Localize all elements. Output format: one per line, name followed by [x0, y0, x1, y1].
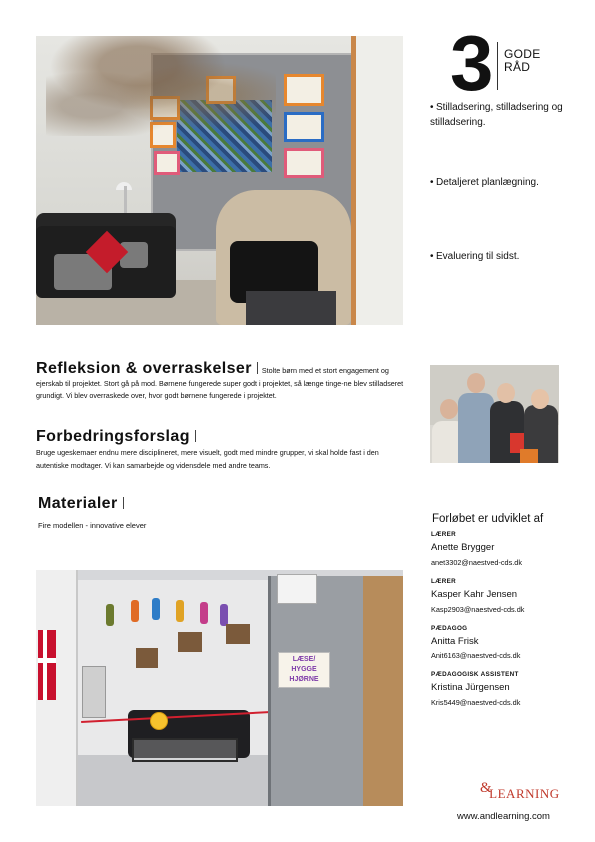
- credit-email[interactable]: anet3302@naestved-cds.dk: [431, 558, 522, 567]
- andlearning-logo: &LEARNING: [480, 780, 560, 801]
- reflection-body: Stolte børn med et stort engagement og ejerskab til projektet. Stort gå på mod. Børnene fungerede super godt i projektet, så længe tinge-ne blev stilladseret grundigt. Vi blev overraskede over, hvor godt børnene fungerede i projektet.: [36, 366, 404, 400]
- materials-heading-row: [38, 495, 128, 513]
- credit-name: Anitta Frisk: [431, 636, 479, 647]
- credit-email[interactable]: Kris5449@naestved-cds.dk: [431, 698, 521, 707]
- reading-nook-photo: [36, 36, 403, 325]
- hygge-corner-photo: [36, 570, 403, 806]
- improvements-heading-row: [36, 428, 200, 446]
- heart-eyes-emoji-icon: [150, 712, 168, 730]
- credit-role: PÆDAGOG: [431, 625, 468, 632]
- reflection-section: [36, 361, 416, 403]
- improvements-heading: Forbedringsforslag: [36, 428, 190, 445]
- website-link[interactable]: www.andlearning.com: [457, 811, 550, 822]
- tips-number: 3: [450, 19, 492, 107]
- credit-role: LÆRER: [431, 578, 456, 585]
- reflection-heading: Refleksion & overraskelser: [36, 360, 252, 377]
- materials-body: Fire modellen - innovative elever: [38, 521, 147, 530]
- coffee-table: [132, 738, 238, 762]
- credit-email[interactable]: Anit6163@naestved-cds.dk: [431, 651, 521, 660]
- credit-name: Kristina Jürgensen: [431, 682, 510, 693]
- tip-item: • Evaluering til sidst.: [430, 251, 520, 262]
- credit-role: LÆRER: [431, 531, 456, 538]
- improvements-body: Bruge ugeskemaer endnu mere disciplineret, mere visuelt, godt med mindre grupper, vi skal holde fast i den autentiske modtager. Vi kan samarbejde og vidensdele med andre teams.: [36, 448, 379, 470]
- gray-cabinet: [268, 576, 366, 806]
- hygge-sign: LÆSE/ HYGGE HJØRNE: [278, 652, 330, 688]
- danish-flag: [38, 630, 56, 700]
- team-photo: [430, 365, 559, 463]
- tips-title: GODE RÅD: [504, 47, 541, 74]
- materials-heading: Materialer: [38, 495, 118, 512]
- tips-divider: [497, 42, 498, 90]
- credits-title: Forløbet er udviklet af: [432, 513, 544, 525]
- credit-email[interactable]: Kasp2903@naestved-cds.dk: [431, 605, 525, 614]
- credit-name: Anette Brygger: [431, 542, 495, 553]
- tip-item: • Detaljeret planlægning.: [430, 177, 539, 188]
- credit-name: Kasper Kahr Jensen: [431, 589, 518, 600]
- paper-note: [277, 574, 317, 604]
- tip-item: • Stilladsering, stilladsering og stilladsering.: [430, 102, 563, 128]
- credit-role: PÆDAGOGISK ASSISTENT: [431, 671, 519, 678]
